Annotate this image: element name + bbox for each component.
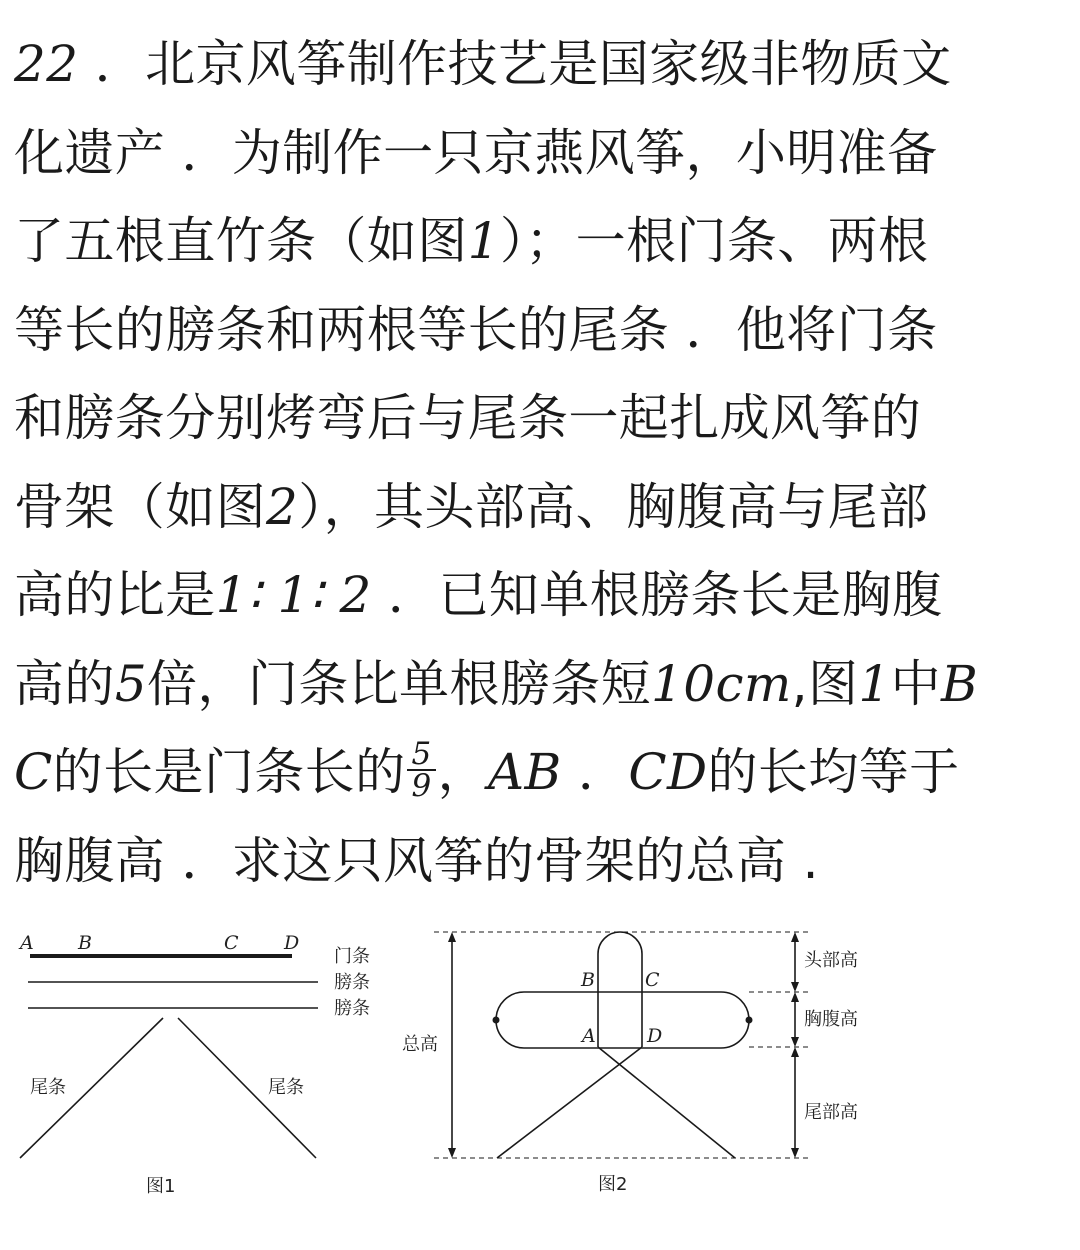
fig1-label-wing-1: 膀条 [334, 972, 370, 993]
head-loop [598, 932, 642, 1047]
fig2-point-b: B [581, 969, 595, 991]
fraction-five-ninths: $\frac{5}{9}$ [407, 739, 435, 801]
fig2-point-d: D [647, 1025, 663, 1047]
problem-line-6: 骨架（如图2），其头部高、胸腹高与尾部 [14, 477, 929, 536]
problem-line-4: 等长的膀条和两根等长的尾条 ．他将门条 [14, 300, 938, 359]
ratio: 1∶ 1∶ 2 [215, 566, 372, 624]
fig2-label-chest: 胸腹高 [804, 1009, 858, 1030]
fig2-caption: 图2 [598, 1174, 628, 1195]
fig2-point-c: C [645, 969, 660, 991]
arrowheads [448, 932, 799, 1158]
fig1-label-tail-right: 尾条 [268, 1077, 304, 1098]
fig1-point-b: B [78, 932, 92, 954]
problem-line-2: 化遗产 ．为制作一只京燕风筝，小明准备 [14, 123, 938, 182]
fig2-label-head: 头部高 [804, 950, 858, 971]
fig1-point-c: C [224, 932, 239, 954]
problem-line-5: 和膀条分别烤弯后与尾条一起扎成风筝的 [14, 389, 922, 447]
fig1-point-d: D [284, 932, 300, 954]
problem-line-9: C的长是门条长的 $\frac{5}{9}$ ，AB ．CD的长均等于 [14, 735, 960, 804]
fig1-caption: 图1 [146, 1176, 176, 1197]
wing-loop [496, 992, 749, 1048]
problem-line-7: 高的比是1∶ 1∶ 2 ．已知单根膀条长是胸腹 [14, 566, 943, 624]
fig1-label-wing-2: 膀条 [334, 998, 370, 1019]
fig1-label-tail-left: 尾条 [30, 1077, 66, 1098]
problem-line-1: 22 ．北京风筝制作技艺是国家级非物质文 [14, 35, 952, 93]
problem-line-10: 胸腹高 ．求这只风筝的骨架的总高 . [14, 831, 819, 890]
figure-2 [434, 932, 810, 1158]
wing-left-dot [493, 1017, 500, 1024]
fig2-label-total: 总高 [402, 1034, 438, 1055]
problem-number: 22 [14, 35, 79, 93]
wing-right-dot [746, 1017, 753, 1024]
fig2-point-a: A [582, 1025, 596, 1047]
fig2-label-tail: 尾部高 [804, 1102, 858, 1123]
problem-line-3: 了五根直竹条（如图1）；一根门条、两根 [14, 212, 929, 270]
problem-line-8: 高的5倍，门条比单根膀条短10cm,图1中B [14, 654, 979, 713]
fig1-label-door: 门条 [334, 946, 370, 967]
figure-1 [20, 956, 318, 1158]
tail-cross-right [598, 1047, 735, 1158]
tail-cross-left [497, 1047, 642, 1158]
fig1-point-a: A [20, 932, 34, 954]
